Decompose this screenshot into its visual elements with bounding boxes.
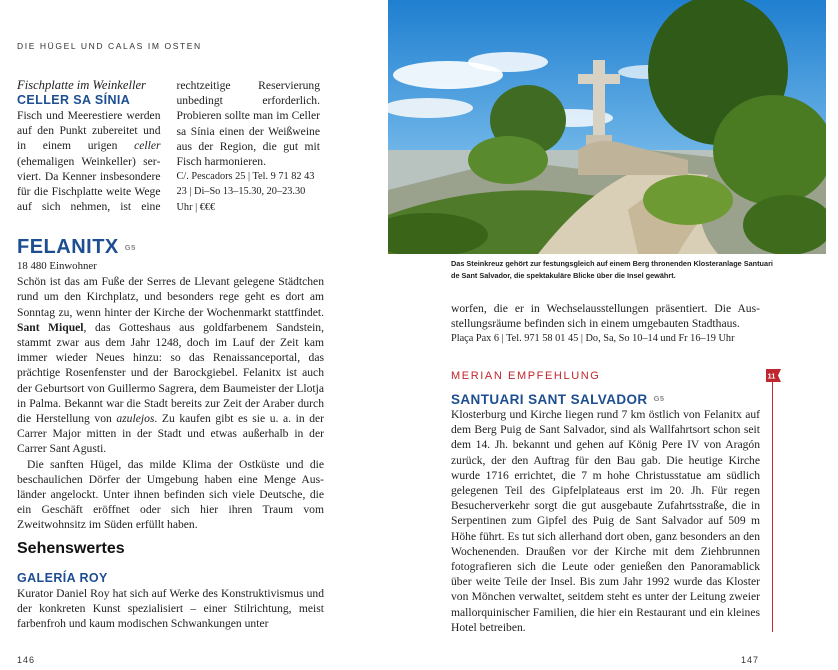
grid-ref: G5	[124, 243, 136, 252]
grid-ref-santuari: G5	[653, 394, 665, 403]
felanitx-paragraph-1: Schön ist das am Fuße der Serres de Llevant gelegene Städtchen rund um den Kirchplatz, und besonders rege geht es dort am Sonntag zu, wenn hinter der Kirche der Wochenmarkt stattfindet. Sant Miquel, das Gotteshaus aus goldfarbenem Sandstein, stammt zwar aus dem Jahr 1248, doch im Lauf der Zeit kam immer wieder Neues hinzu: so das Renaissanceportal, das prächtige Rosenfenster und der Barockgiebel. Felanitx ist auch der Geburtsort von Guillermo Sagrera, dem Baumeister der Llotja in Palma. Bekannt war die Stadt bereits zur Zeit der Araber durch die Herstellung von azulejos. Zu kaufen gibt es sie u. a. in der Carrer Major mitten in der Stadt und etwas außerhalb in der Carrer Sant Agusti.	[17, 275, 325, 456]
merian-badge-number: 11	[767, 371, 776, 381]
page-number-left: 146	[17, 655, 36, 665]
galeria-continued	[451, 301, 760, 347]
restaurant-name: CELLER SA SÍNIA	[17, 93, 131, 107]
galeria-continued-text: worfen, die er in Wechselausstellungen präsentiert. Die Ausstellungsräume befinden sich in einem umgebauten Stadthaus.	[451, 302, 760, 331]
santuari-text: Klosterburg und Kirche liegen rund 7 km östlich von Felanitx auf dem Berg Puig de Sant Salvador, sind als Wallfahrtsort schon seit dem 14. Jh. bekannt und gehen auf König Pere IV von Aragón zurück, der den Auftrag für den Bau gab. Die heutige Kirche wurde 1716 errichtet, die 7 m hohe Christusstatue am südlich gelegenen Teil des Gipfelplateaus erst im 20. Jh. Für regen Besucherverkehr sorgt die gut ausgebaute Zufahrtsstraße, die in Serpentinen zum Gipfel des Puig de Sant Salvador auf 509 m Höhe führt. Es tut sich allerhand dort oben, ganz besonders an den Wochenenden. Draußen vor der Kirche mit dem Ziehbrunnen fotografieren sich die Leute oder genießen den Panoramablick über weite Teile der Insel. Bis zum Jahr 1992 wurde das Kloster von Mönchen verwaltet, seitdem steht es unter der Leitung zweier mallorquinischer Familien, die hier ein Restaurant und ein kleines Hotel betreiben.	[451, 408, 760, 634]
galeria-address: Plaça Pax 6 | Tel. 971 58 01 45 | Do, Sa, So 10–14 und Fr 16–19 Uhr	[451, 333, 735, 345]
merian-flag-icon	[766, 369, 781, 382]
galeria-text: Kurator Daniel Roy hat sich auf Werke des Konstruktivismus und der konkreten Kunst spezialisiert – einer Stilrichtung, meist farbenfroh und kaum modischen Schwankungen unter	[17, 587, 324, 631]
felanitx-heading: FELANITX G5	[17, 236, 136, 258]
felanitx-text	[17, 259, 324, 533]
page-number-right: 147	[741, 655, 760, 665]
santuari-title: SANTUARI SANT SALVADOR $^{G5}$	[451, 392, 665, 407]
photo-caption: Das Steinkreuz gehört zur festungsgleich auf einem Berg thronenden Klosteranlage Santuari de Sant Salvador, die spektakuläre Blicke über die Insel gewährt.	[451, 259, 773, 280]
restaurant-entry	[17, 78, 320, 215]
sehenswertes-heading: Sehenswertes	[17, 540, 125, 557]
merian-divider-line	[772, 380, 773, 632]
restaurant-kicker: Fischplatte im Weinkeller	[17, 78, 146, 92]
galeria-title: GALERÍA ROY	[17, 571, 108, 585]
running-head: DIE HÜGEL UND CALAS IM OSTEN	[17, 41, 202, 51]
cross-landscape-image	[388, 0, 826, 254]
population: 18 480 Einwohner	[17, 260, 97, 272]
felanitx-paragraph-2: Die sanften Hügel, das milde Klima der Ostküste und die beschaulichen Dörfer der Umgebung haben eine Menge Ausländer angelockt. Unter ihnen befinden sich viele Deutsche, die ein Geschäft eröffnet oder sich hier ihren Traum vom Zweitwohnsitz im Süden erfüllt haben.	[17, 457, 324, 532]
restaurant-text: Fisch und Meerestiere werden auf den Punkt zubereitet und in einem urigen celler (ehemaligen Weinkeller) serviert. Da Kenner insbesondere für die Fischplatte weite Wege auf sich nehmen, ist eine rechtzeitige Reservierung unbedingt erforderlich. Probieren sollte man im Celler sa Sínia einen der Weißweine aus der Region, die gut mit Fisch harmonieren.	[17, 79, 320, 214]
santuari-photo	[388, 0, 826, 254]
restaurant-address: C/. Pescadors 25 | Tel. 9 71 82 43 23 | Di–So 13–15.30, 20–23.30 Uhr | €€€	[176, 171, 315, 213]
merian-empfehlung-label: MERIAN EMPFEHLUNG	[451, 370, 601, 382]
